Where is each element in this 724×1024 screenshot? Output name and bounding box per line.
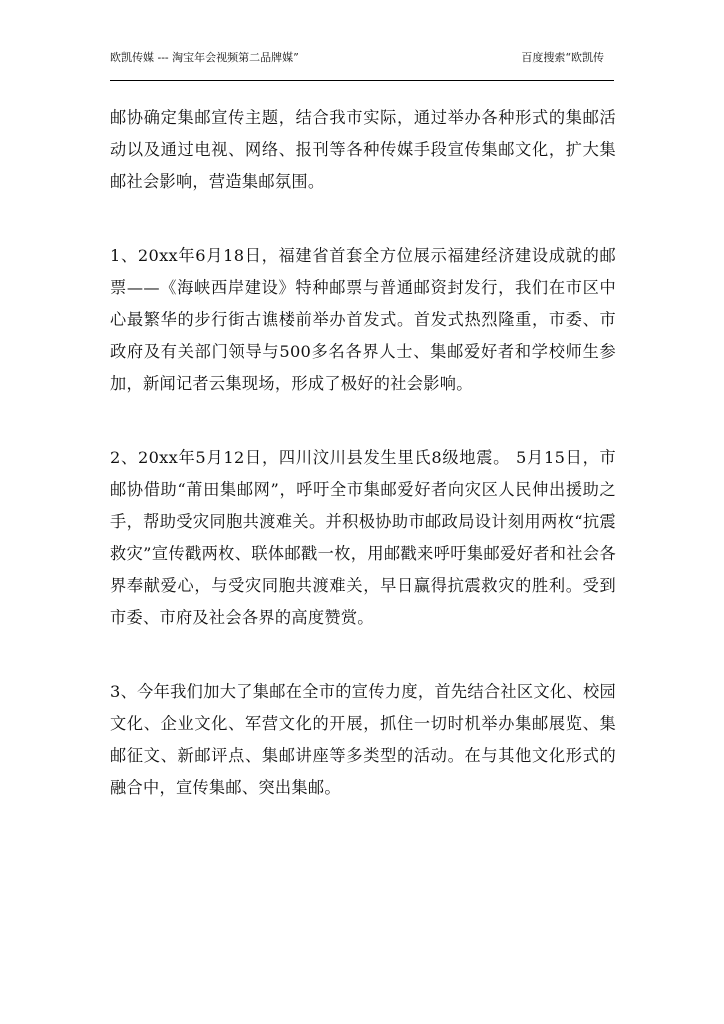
header-right-text: 百度搜索“欧凯传 [521,51,604,64]
paragraph-item-1: 1、20xx年6月18日，福建省首套全方位展示福建经济建设成就的邮票——《海峡西岸建设》特种邮票与普通邮资封发行，我们在市区中心最繁华的步行街古谯楼前举办首发式。首发式热烈隆重，市委、市政府及有关部门领导与500多名各界人士、集邮爱好者和学校师生参加，新闻记者云集现场，形成了极好的社会影响。 [110,246,616,393]
page-header [110,48,614,81]
header-left-text: 欧凯传媒 --- 淘宝年会视频第二品牌媒” [110,51,299,64]
paragraph-intro: 邮协确定集邮宣传主题，结合我市实际，通过举办各种形式的集邮活动以及通过电视、网络、报刊等各种传媒手段宣传集邮文化，扩大集邮社会影响，营造集邮氛围。 [110,108,616,191]
paragraph-item-2: 2、20xx年5月12日，四川汶川县发生里氏8级地震。 5月15日，市邮协借助“莆田集邮网”，呼吁全市集邮爱好者向灾区人民伸出援助之手，帮助受灾同胞共渡难关。并积极协助市邮政局设计刻用两枚“抗震救灾”宣传戳两枚、联体邮戳一枚，用邮戳来呼吁集邮爱好者和社会各界奉献爱心，与受灾同胞共渡难关，早日赢得抗震救灾的胜利。受到市委、市府及社会各界的高度赞赏。 [110,448,616,627]
document-body [110,102,616,846]
paragraph-item-3: 3、今年我们加大了集邮在全市的宣传力度，首先结合社区文化、校园文化、企业文化、军营文化的开展，抓住一切时机举办集邮展览、集邮征文、新邮评点、集邮讲座等多类型的活动。在与其他文化形式的融合中，宣传集邮、突出集邮。 [110,682,616,797]
